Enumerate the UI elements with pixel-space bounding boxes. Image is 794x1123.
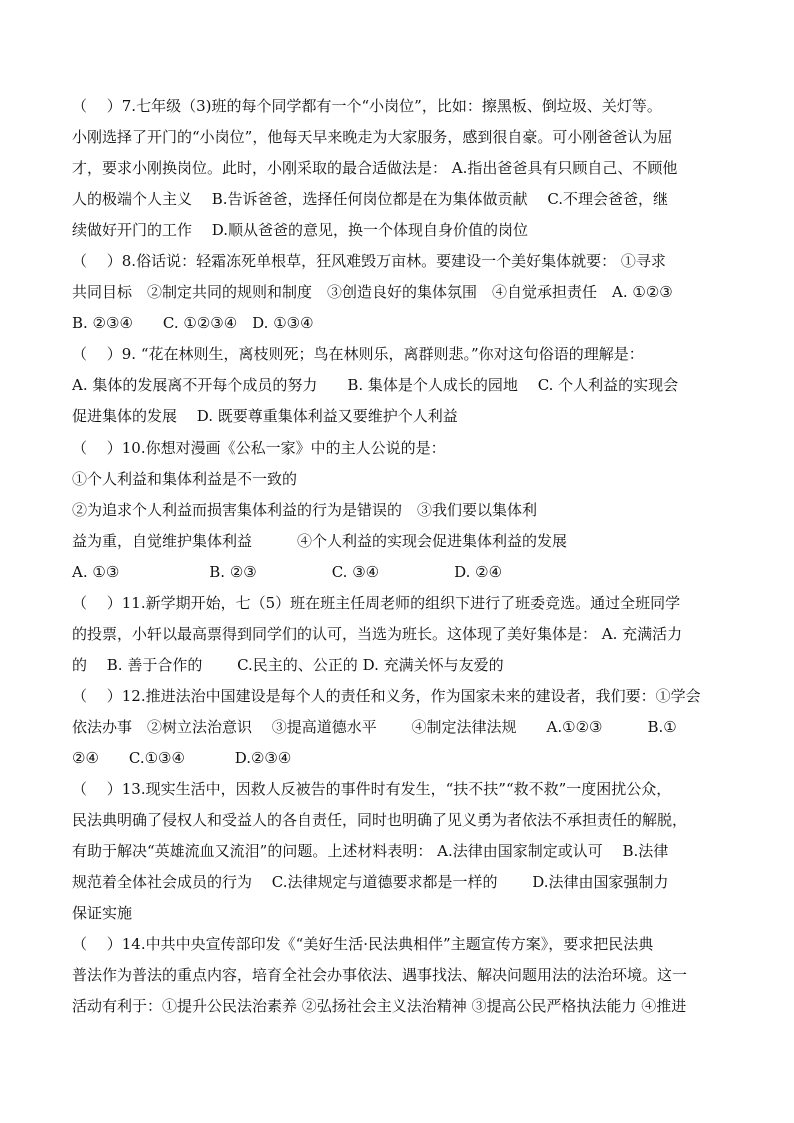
text-line: ②④ C.①③④ D.②③④ <box>72 749 292 767</box>
text-line: 有助于解决“英雄流血又流泪”的问题。上述材料表明： A.法律由国家制定或认可 B.法律 <box>72 842 669 860</box>
text-line: 人的极端个人主义 B.告诉爸爸，选择任何岗位都是在为集体做贡献 C.不理会爸爸，继 <box>72 190 669 208</box>
text-line: 的投票，小轩以最高票得到同学们的认可，当选为班长。这体现了美好集体是： A. 充满活力 <box>72 625 683 643</box>
text-line: 依法办事 ②树立法治意识 ③提高道德水平 ④制定法律法规 A.①②③ B.① <box>72 718 677 736</box>
text-line: 规范着全体社会成员的行为 C.法律规定与道德要求都是一样的 D.法律由国家强制力 <box>72 873 669 891</box>
text-line: 共同目标 ②制定共同的规则和制度 ③创造良好的集体氛围 ④自觉承担责任 A. ①②③ <box>72 283 673 301</box>
text-line: （ ）13.现实生活中，因救人反被告的事件时有发生，“扶不扶”“救不救”一度困扰公众， <box>72 780 672 798</box>
text-line: 的 B. 善于合作的 C.民主的、公正的 D. 充满关怀与友爱的 <box>72 656 504 674</box>
text-line: 民法典明确了侵权人和受益人的各自责任，同时也明确了见义勇为者依法不承担责任的解脱， <box>72 811 688 829</box>
text-line: （ ）10.你想对漫画《公私一家》中的主人公说的是： <box>72 439 446 457</box>
text-line: 小刚选择了开门的“小岗位”，他每天早来晚走为大家服务，感到很自豪。可小刚爸爸认为屈 <box>72 128 673 146</box>
text-line: 活动有利于：①提升公民法治素养 ②弘扬社会主义法治精神 ③提高公民严格执法能力 ④推进 <box>72 997 687 1015</box>
text-line: （ ）8.俗话说：轻霜冻死单根草，狂风难毁万亩林。要建设一个美好集体就要： ①寻求 <box>72 252 666 270</box>
text-line: 保证实施 <box>72 904 133 922</box>
text-line: A. 集体的发展离不开每个成员的努力 B. 集体是个人成长的园地 C. 个人利益的实现会 <box>72 376 679 394</box>
text-line: （ ）14.中共中央宣传部印发《“美好生活·民法典相伴”主题宣传方案》，要求把民法典 <box>72 935 654 953</box>
text-line: （ ）11.新学期开始，七（5）班在班主任周老师的组织下进行了班委竞选。通过全班同学 <box>72 594 681 612</box>
text-line: （ ）9. “花在林则生，离枝则死；鸟在林则乐，离群则悲。”你对这句俗语的理解是： <box>72 345 644 363</box>
text-line: （ ）7.七年级（3)班的每个同学都有一个“小岗位”，比如：擦黑板、倒垃圾、关灯等。 <box>72 97 662 115</box>
text-line: （ ）12.推进法治中国建设是每个人的责任和义务，作为国家未来的建设者，我们要：①学会 <box>72 687 701 705</box>
text-line: 益为重，自觉维护集体利益 ④个人利益的实现会促进集体利益的发展 <box>72 532 568 550</box>
text-line: A. ①③ B. ②③ C. ③④ D. ②④ <box>72 563 503 581</box>
text-line: 续做好开门的工作 D.顺从爸爸的意见，换一个体现自身价值的岗位 <box>72 221 529 239</box>
text-line: ①个人利益和集体利益是不一致的 <box>72 470 298 488</box>
text-line: 才，要求小刚换岗位。此时，小刚采取的最合适做法是： A.指出爸爸具有只顾自己、不顾他 <box>72 159 678 177</box>
text-line: ②为追求个人利益而损害集体利益的行为是错误的 ③我们要以集体利 <box>72 501 538 519</box>
text-line: B. ②③④ C. ①②③④ D. ①③④ <box>72 314 314 332</box>
text-line: 促进集体的发展 D. 既要尊重集体利益又要维护个人利益 <box>72 407 458 425</box>
text-line: 普法作为普法的重点内容，培育全社会办事依法、遇事找法、解决问题用法的法治环境。这一 <box>72 966 688 984</box>
